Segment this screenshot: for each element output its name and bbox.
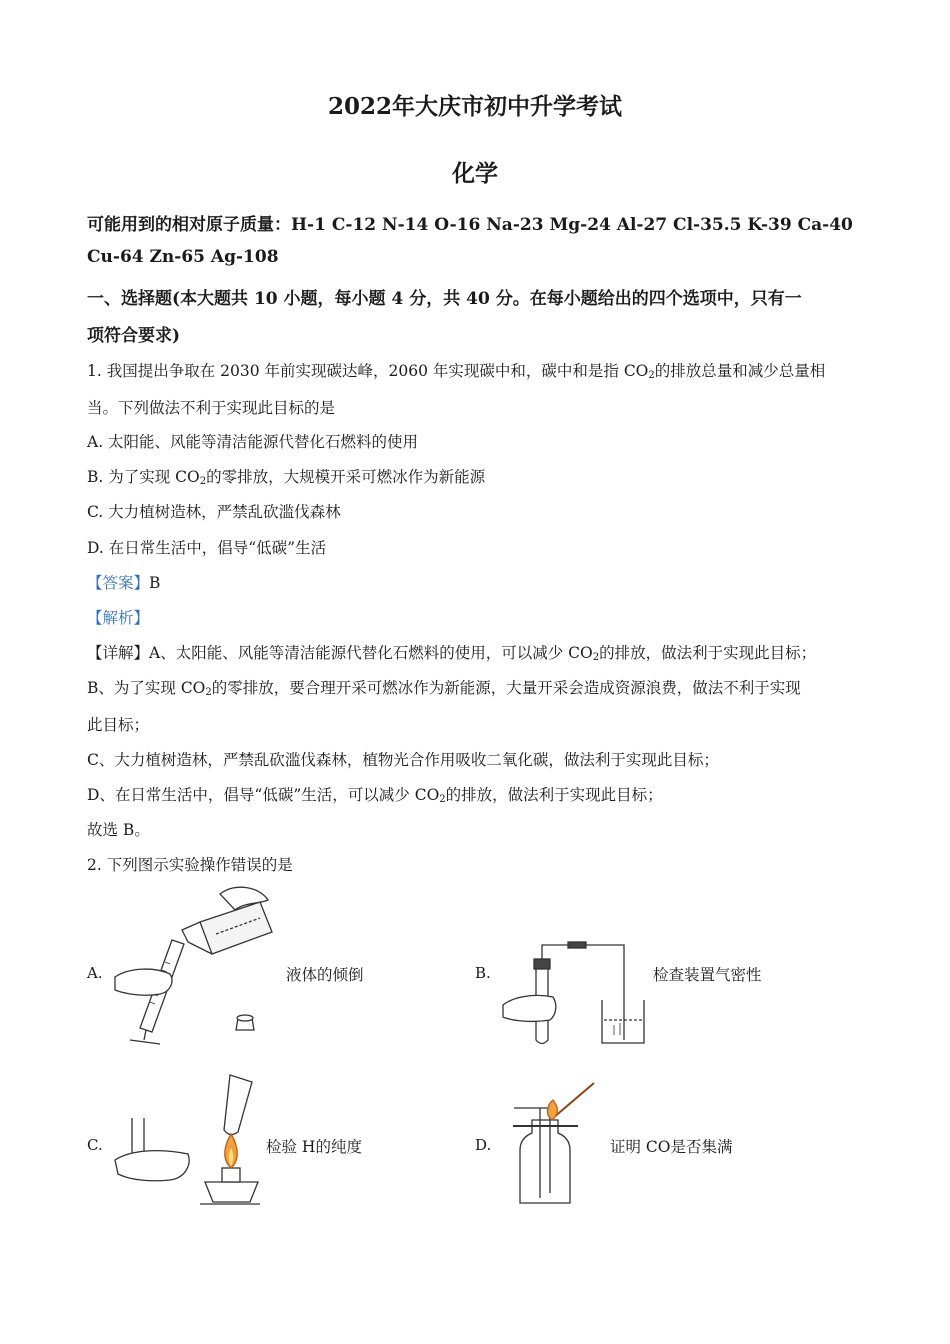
q1-answer: 【答案】B <box>87 574 161 592</box>
atomic-mass-line-2: Cu-64 Zn-65 Ag-108 <box>87 247 279 267</box>
q2-option-c-letter: C. <box>87 1136 103 1154</box>
q1-detail-line-5: D、在日常生活中，倡导“低碳”生活，可以减少 $CO_2$的排放，做法利于实现此目标； <box>87 786 663 805</box>
co2-collection-illustration <box>508 1078 598 1208</box>
q1-detail-line-2: B、为了实现 $CO_2$的零排放，要合理开采可燃冰作为新能源，大量开采会造成资源浪费，做法不利于实现 <box>87 679 801 698</box>
subject-title: 化学 <box>452 160 498 187</box>
q1-option-c: C. 大力植树造林，严禁乱砍滥伐森林 <box>87 503 341 521</box>
q2-stem: 2. 下列图示实验操作错误的是 <box>87 856 293 874</box>
atomic-mass-line-1: 可能用到的相对原子质量：H-1 C-12 N-14 O-16 Na-23 Mg-24 Al-27 Cl-35.5 K-39 Ca-40 <box>87 215 853 235</box>
pouring-liquid-illustration <box>110 882 280 1052</box>
section-heading-line-1: 一、选择题(本大题共 10 小题，每小题 4 分，共 40 分。在每小题给出的四个选项中，只有一 <box>87 289 802 309</box>
q2-option-b-letter: B. <box>475 964 491 982</box>
q1-option-b: B. 为了实现 $CO_2$的零排放，大规模开采可燃冰作为新能源 <box>87 468 486 487</box>
q2-option-b-caption: 检查装置气密性 <box>653 966 762 984</box>
section-heading-line-2: 项符合要求) <box>87 326 181 346</box>
q1-conclusion: 故选 B。 <box>87 821 150 839</box>
q1-stem-line-2: 当。下列做法不利于实现此目标的是 <box>87 399 336 417</box>
q2-option-d-caption: 证明 CO是否集满 <box>610 1138 733 1156</box>
q1-detail-line-1: 【详解】A、太阳能、风能等清洁能源代替化石燃料的使用，可以减少 $CO_2$的排放，做法利于实现此目标； <box>87 644 817 663</box>
detail-tag: 【详解】 <box>87 644 150 662</box>
q2-option-c-caption: 检验 H的纯度 <box>266 1138 362 1156</box>
hydrogen-purity-illustration <box>110 1070 265 1210</box>
q1-detail-line-3: 此目标； <box>87 716 150 734</box>
exam-title: 2022年大庆市初中升学考试 <box>327 93 622 120</box>
q1-option-d: D. 在日常生活中，倡导“低碳”生活 <box>87 539 327 557</box>
q2-option-d-letter: D. <box>475 1136 492 1154</box>
analysis-tag: 【解析】 <box>87 609 150 627</box>
q1-detail-line-4: C、大力植树造林，严禁乱砍滥伐森林，植物光合作用吸收二氧化碳，做法利于实现此目标； <box>87 751 719 769</box>
q2-option-a-letter: A. <box>87 964 103 982</box>
q2-option-a-caption: 液体的倾倒 <box>286 966 364 984</box>
airtightness-check-illustration <box>498 935 658 1050</box>
answer-tag: 【答案】 <box>87 574 150 592</box>
q1-option-a: A. 太阳能、风能等清洁能源代替化石燃料的使用 <box>87 433 419 451</box>
q1-stem-line-1: 1. 我国提出争取在 2030 年前实现碳达峰，2060 年实现碳中和，碳中和是指 $CO_2$的排放总量和减少总量相 <box>87 362 826 381</box>
